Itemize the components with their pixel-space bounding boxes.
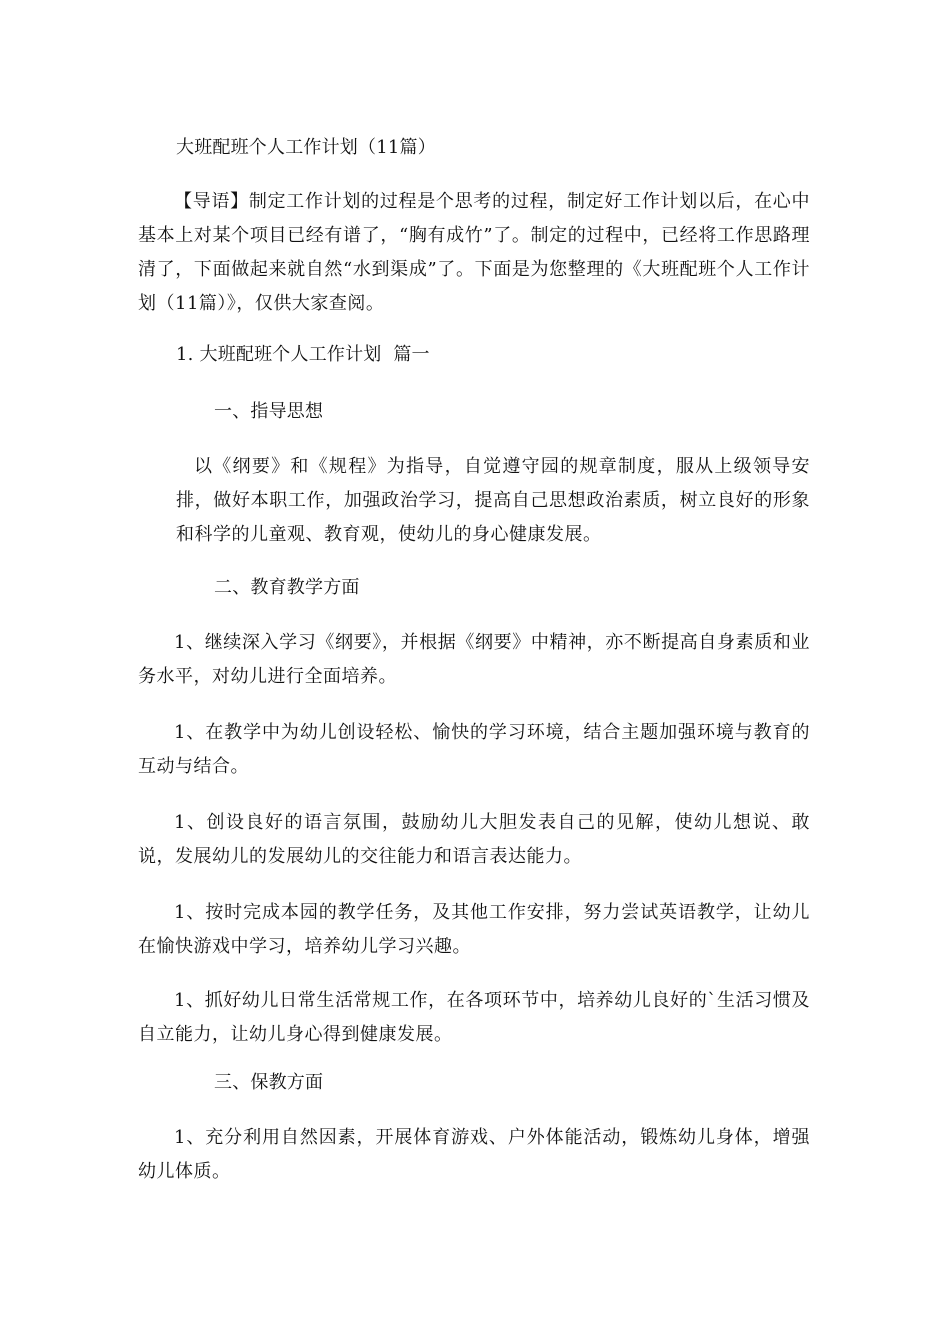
intro-paragraph: 【导语】制定工作计划的过程是个思考的过程，制定好工作计划以后，在心中基本上对某个项目已经有谱了，“胸有成竹”了。制定的过程中，已经将工作思路理清了，下面做起来就自然“水到渠成”了。下面是为您整理的《大班配班个人工作计划（11篇）》，仅供大家查阅。: [138, 191, 810, 314]
paragraph-guiding-ideology: 以《纲要》和《规程》为指导，自觉遵守园的规章制度，服从上级领导安排，做好本职工作，加强政治学习，提高自己思想政治素质，树立良好的形象和科学的儿童观、教育观，使幼儿的身心健康发展。: [176, 456, 810, 545]
paragraph-education-1: 1、继续深入学习《纲要》，并根据《纲要》中精神，亦不断提高自身素质和业务水平，对幼儿进行全面培养。: [138, 632, 810, 687]
paragraph-education-4: 1、按时完成本园的教学任务，及其他工作安排，努力尝试英语教学，让幼儿在愉快游戏中学习，培养幼儿学习兴趣。: [138, 902, 810, 957]
document-title: 大班配班个人工作计划（11篇）: [176, 137, 436, 158]
paragraph-education-3: 1、创设良好的语言氛围，鼓励幼儿大胆发表自己的见解，使幼儿想说、敢说，发展幼儿的发展幼儿的交往能力和语言表达能力。: [138, 812, 810, 867]
paragraph-education-5: 1、抓好幼儿日常生活常规工作，在各项环节中，培养幼儿良好的`生活习惯及自立能力，让幼儿身心得到健康发展。: [138, 990, 810, 1045]
paragraph-care-1: 1、充分利用自然因素，开展体育游戏、户外体能活动，锻炼幼儿身体，增强幼儿体质。: [138, 1127, 810, 1182]
heading-care-education: 三、保教方面: [214, 1072, 324, 1093]
paragraph-education-2: 1、在教学中为幼儿创设轻松、愉快的学习环境，结合主题加强环境与教育的互动与结合。: [138, 722, 810, 777]
heading-education-teaching: 二、教育教学方面: [214, 577, 360, 598]
section-heading: 1. 大班配班个人工作计划 篇一: [176, 344, 430, 365]
heading-guiding-ideology: 一、指导思想: [214, 401, 324, 422]
